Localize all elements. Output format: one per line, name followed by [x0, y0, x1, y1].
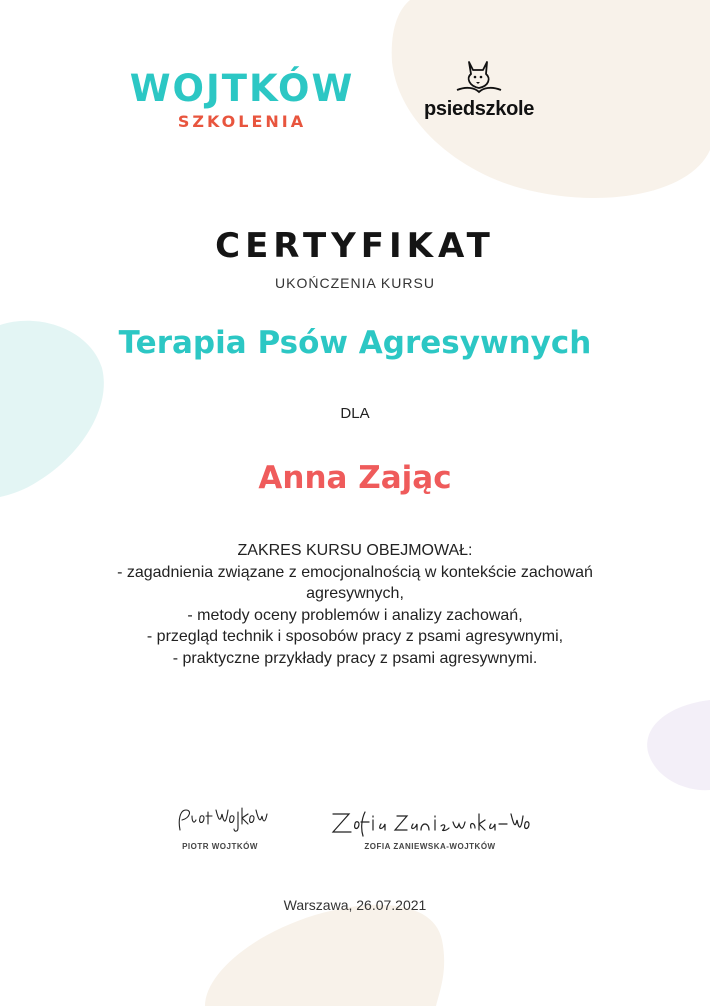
scope-item: - praktyczne przykłady pracy z psami agresywnymi.: [172, 649, 538, 667]
logo-psiedszkole-text: psiedszkole: [424, 98, 535, 120]
signature-piotr: [170, 802, 270, 838]
recipient-name: Anna Zając: [258, 460, 452, 496]
dog-icon: [449, 58, 509, 98]
logo-wojtkow-text: WOJTKÓW: [129, 67, 355, 110]
psiedszkole-logo: [424, 58, 534, 120]
logo-szkolenia-text: SZKOLENIA: [177, 112, 307, 131]
scope-item: - zagadnienia związane z emocjonalnością w kontekście zachowań: [117, 563, 593, 581]
place-and-date: Warszawa, 26.07.2021: [283, 897, 427, 913]
course-name: Terapia Psów Agresywnych: [118, 325, 592, 361]
signature-zofia: [325, 806, 535, 838]
certificate-subtitle: UKOŃCZENIA KURSU: [275, 275, 435, 291]
scope-item: agresywnych,: [306, 585, 404, 602]
for-label: DLA: [340, 405, 370, 422]
scope-heading: ZAKRES KURSU OBEJMOWAŁ:: [237, 542, 473, 559]
scope-item: - metody oceny problemów i analizy zachowań,: [187, 606, 523, 624]
wojtkow-szkolenia-logo: [122, 68, 362, 132]
bottom-beige-blob: [205, 905, 444, 1006]
certificate-title: CERTYFIKAT: [215, 226, 495, 266]
signature-block-piotr: [150, 802, 290, 851]
course-scope: [60, 540, 650, 669]
scope-item: - przegląd technik i sposobów pracy z psami agresywnymi,: [146, 628, 564, 645]
signatory-name-zofia: ZOFIA ZANIEWSKA-WOJTKÓW: [364, 842, 496, 851]
signature-block-zofia: [310, 806, 550, 851]
right-lavender-blob: [647, 700, 710, 790]
signatory-name-piotr: PIOTR WOJTKÓW: [182, 842, 258, 851]
